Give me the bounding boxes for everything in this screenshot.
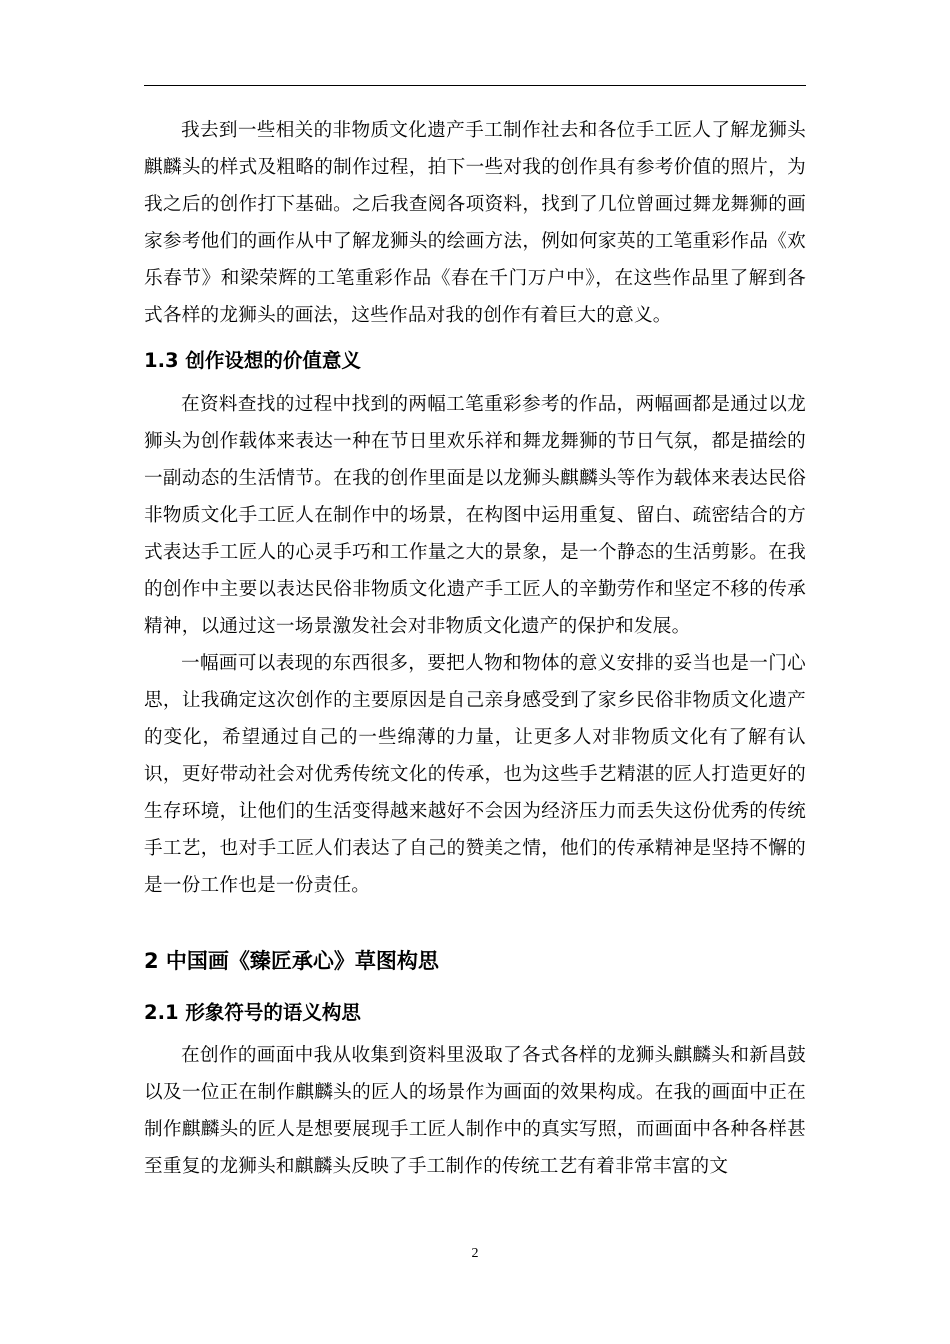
- page-number: 2: [471, 1246, 479, 1261]
- body-paragraph: 在资料查找的过程中找到的两幅工笔重彩参考的作品，两幅画都是通过以龙狮头为创作载体来表达一种在节日里欢乐祥和舞龙舞狮的节日气氛，都是描绘的一副动态的生活情节。在我的创作里面是以龙狮头麒麟头等作为载体来表达民俗非物质文化手工匠人在制作中的场景，在构图中运用重复、留白、疏密结合的方式表达手工匠人的心灵手巧和工作量之大的景象，是一个静态的生活剪影。在我的创作中主要以表达民俗非物质文化遗产手工匠人的辛勤劳作和坚定不移的传承精神，以通过这一场景激发社会对非物质文化遗产的保护和发展。: [144, 394, 806, 637]
- section-heading-1-3: 1.3 创作设想的价值意义: [144, 349, 361, 372]
- body-paragraph: 在创作的画面中我从收集到资料里汲取了各式各样的龙狮头麒麟头和新昌鼓以及一位正在制作麒麟头的匠人的场景作为画面的效果构成。在我的画面中正在制作麒麟头的匠人是想要展现手工匠人制作中的真实写照，而画面中各种各样甚至重复的龙狮头和麒麟头反映了手工制作的传统工艺有着非常丰富的文: [144, 1045, 806, 1177]
- document-body: [144, 112, 806, 1185]
- header-rule: [144, 85, 806, 86]
- chapter-heading-2: 2 中国画《臻匠承心》草图构思: [144, 949, 439, 973]
- body-paragraph: 我去到一些相关的非物质文化遗产手工制作社去和各位手工匠人了解龙狮头麒麟头的样式及粗略的制作过程，拍下一些对我的创作具有参考价值的照片，为我之后的创作打下基础。之后我查阅各项资料，找到了几位曾画过舞龙舞狮的画家参考他们的画作从中了解龙狮头的绘画方法，例如何家英的工笔重彩作品《欢乐春节》和梁荣辉的工笔重彩作品《春在千门万户中》，在这些作品里了解到各式各样的龙狮头的画法，这些作品对我的创作有着巨大的意义。: [144, 120, 806, 326]
- body-paragraph: 一幅画可以表现的东西很多，要把人物和物体的意义安排的妥当也是一门心思，让我确定这次创作的主要原因是自己亲身感受到了家乡民俗非物质文化遗产的变化，希望通过自己的一些绵薄的力量，让更多人对非物质文化有了解有认识，更好带动社会对优秀传统文化的传承，也为这些手艺精湛的匠人打造更好的生存环境，让他们的生活变得越来越好不会因为经济压力而丢失这份优秀的传统手工艺，也对手工匠人们表达了自己的赞美之情，他们的传承精神是坚持不懈的是一份工作也是一份责任。: [144, 653, 806, 896]
- section-heading-2-1: 2.1 形象符号的语义构思: [144, 1001, 361, 1024]
